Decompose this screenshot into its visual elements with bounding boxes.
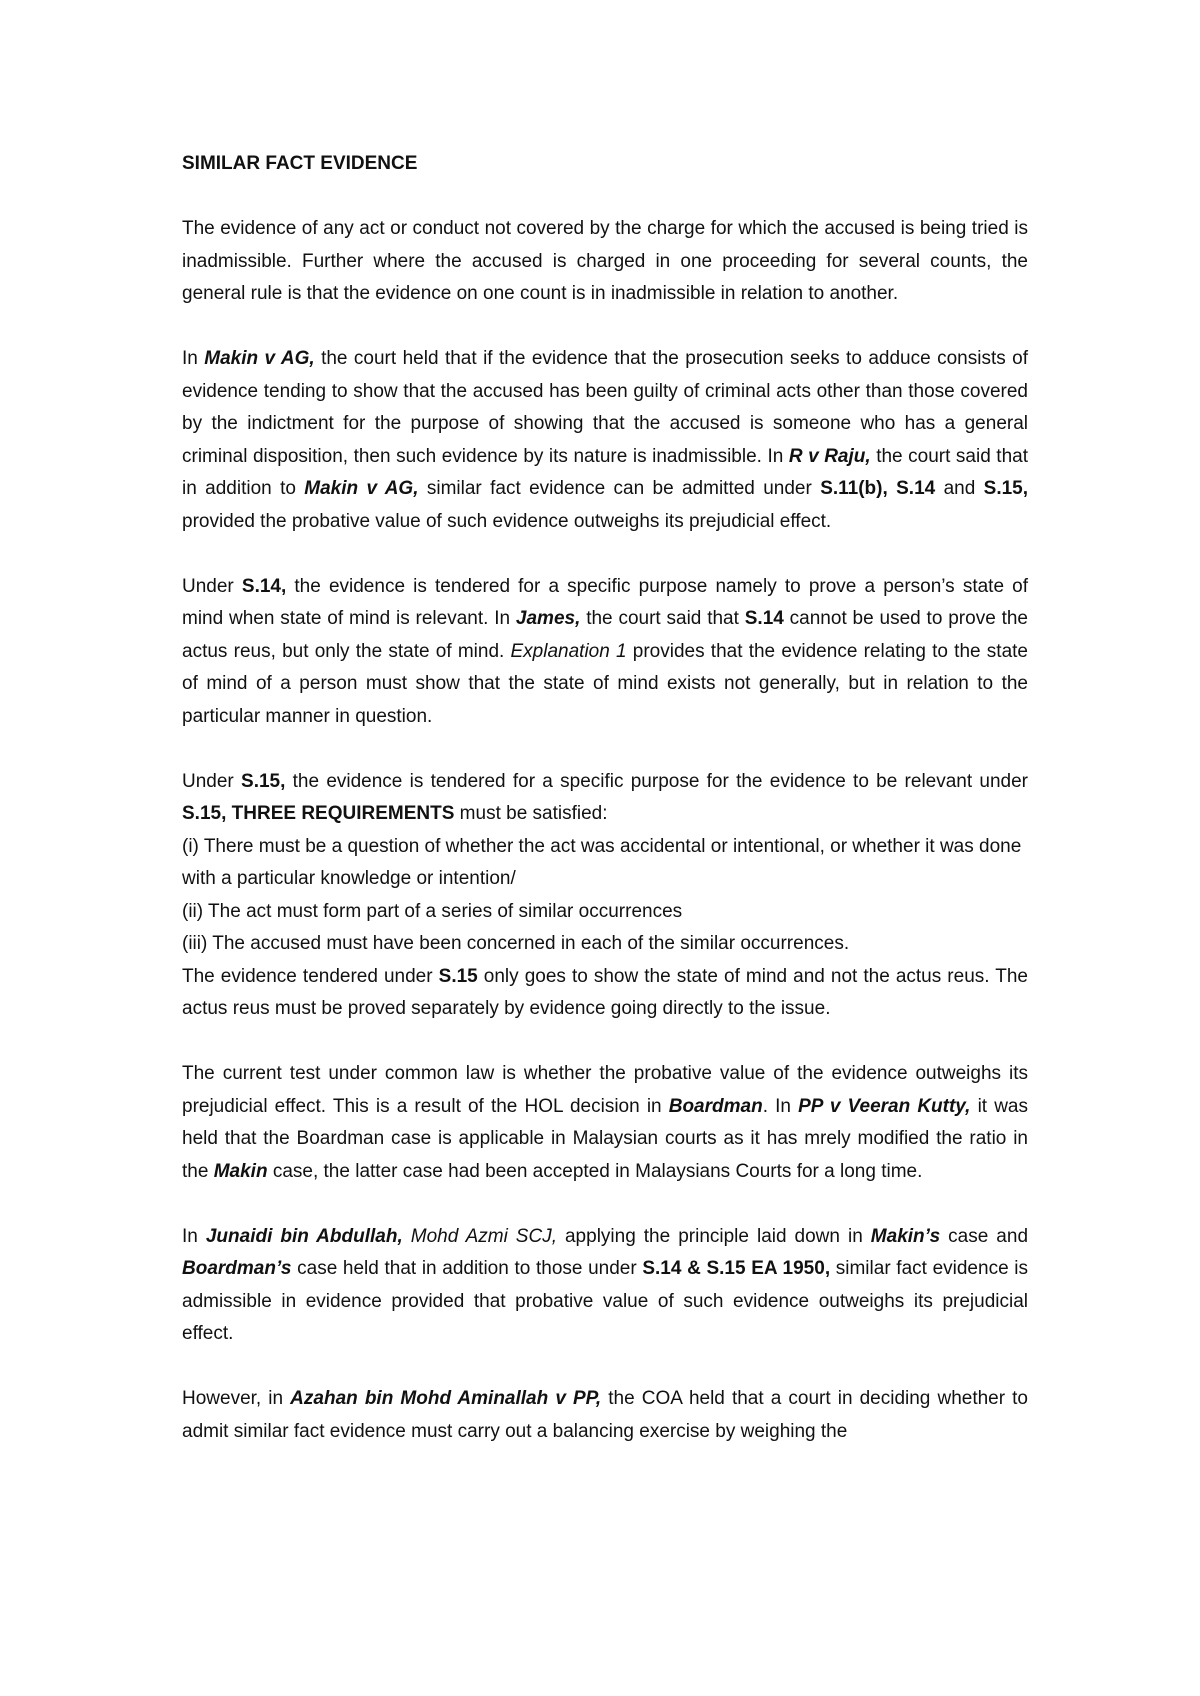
section-reference: S.11(b), S.14: [820, 478, 936, 499]
case-name-junaidi: Junaidi bin Abdullah,: [205, 1225, 403, 1247]
text-run: Under: [182, 575, 242, 597]
text-run: the evidence is tendered for a specific purpose for the evidence to be relevant under: [285, 770, 1028, 792]
text-run: In: [182, 348, 205, 369]
requirement-item: [182, 896, 1028, 929]
paragraph-text: The evidence of any act or conduct not covered by the charge for which the accused is being tried is inadmissible. Further where the accused is charged in one proceeding for several counts, the general rule is that the evidence on one count is in inadmissible in relation to another.: [182, 218, 1028, 304]
section-reference: S.15,: [241, 770, 286, 792]
document-title: SIMILAR FACT EVIDENCE: [182, 153, 418, 174]
text-run: Under: [182, 770, 242, 792]
paragraph-section-15-intro: [182, 766, 1028, 831]
text-run: the court said that: [580, 608, 745, 629]
text-run: applying the principle laid down in: [556, 1225, 871, 1247]
text-run: . In: [762, 1095, 799, 1117]
case-name-makin: Makin: [213, 1160, 268, 1182]
requirement-text: There must be a question of whether the act was accidental or intentional, or whether it was done with a particular knowledge or intention/: [182, 835, 1022, 889]
case-name-makin: Makin’s: [870, 1225, 941, 1247]
paragraph-azahan: [182, 1383, 1028, 1448]
paragraph-common-law-test: [182, 1058, 1028, 1188]
requirement-item: [182, 831, 1028, 896]
text-run: cannot be used to prove the actus reus, but only the state of mind.: [182, 608, 1029, 662]
text-run: it was held that the Boardman case is applicable in Malaysian courts as it has mrely modified the ratio in the: [182, 1095, 1028, 1182]
paragraph-makin: [182, 343, 1028, 538]
text-run: and: [935, 478, 984, 499]
case-name-james: James,: [515, 608, 581, 629]
section-reference: S.15: [438, 965, 478, 987]
requirement-text: The act must form part of a series of similar occurrences: [203, 900, 683, 922]
case-name-boardman: Boardman’s: [182, 1258, 292, 1279]
paragraph-section-15-conclusion: [182, 961, 1028, 1026]
paragraph-junaidi: [182, 1221, 1028, 1351]
text-run: In: [182, 1225, 206, 1247]
requirement-number: (i): [182, 835, 199, 857]
document-page: [182, 148, 1028, 1448]
requirement-number: (ii): [182, 900, 204, 922]
text-run: case held that in addition to those under: [291, 1258, 643, 1279]
text-run: provided the probative value of such evidence outweighs its prejudicial effect.: [182, 510, 832, 532]
text-run: case, the latter case had been accepted in Malaysians Courts for a long time.: [267, 1160, 923, 1182]
text-run: The current test under common law is whether the probative value of the evidence outweighs its prejudicial effect. This is a result of the HOL decision in: [182, 1063, 1028, 1117]
section-reference: S.14,: [241, 575, 287, 597]
case-name-makin: Makin v AG,: [204, 348, 315, 369]
text-run: the COA held that a court in deciding whether to admit similar fact evidence must carry out a balancing exercise by weighing the: [182, 1388, 1028, 1442]
text-run: only goes to show the state of mind and not the actus reus. The actus reus must be proved separately by evidence going directly to the issue.: [182, 965, 1029, 1019]
text-run: the court held that if the evidence that the prosecution seeks to adduce consists of evidence tending to show that the accused has been guilty of criminal acts other than those covered by the indictment for the purpose of showing that the accused is someone who has a general criminal disposition, then such evidence by its nature is inadmissible. In: [182, 348, 1029, 467]
section-reference: S.14: [744, 608, 784, 629]
requirement-item: [182, 928, 1028, 961]
text-run: similar fact evidence is admissible in evidence provided that probative value of such evidence outweighs its prejudicial effect.: [182, 1258, 1029, 1344]
case-name-raju: R v Raju,: [788, 445, 871, 467]
judge-name: Mohd Azmi SCJ,: [402, 1225, 557, 1247]
paragraph-section-14: [182, 571, 1028, 734]
section-reference: S.15,: [983, 478, 1029, 499]
section-reference: S.14 & S.15 EA 1950,: [642, 1258, 831, 1279]
requirement-number: (iii): [182, 933, 208, 954]
text-run: similar fact evidence can be admitted under: [418, 478, 821, 499]
section-15-block: [182, 766, 1028, 1026]
case-name-azahan: Azahan bin Mohd Aminallah v PP,: [290, 1388, 602, 1409]
case-name-boardman: Boardman: [668, 1095, 763, 1117]
text-run: the court said that in addition to: [182, 445, 1028, 499]
text-run: However, in: [182, 1388, 291, 1409]
text-run: must be satisfied:: [454, 803, 608, 824]
paragraph-general-rule: [182, 213, 1028, 311]
requirement-text: The accused must have been concerned in each of the similar occurrences.: [207, 933, 850, 954]
text-run: the evidence is tendered for a specific purpose namely to prove a person’s state of mind when state of mind is relevant. In: [182, 575, 1028, 629]
case-name-makin: Makin v AG,: [304, 478, 419, 499]
explanation-reference: Explanation 1: [510, 640, 627, 662]
text-run: case and: [940, 1225, 1029, 1247]
text-run: The evidence tendered under: [182, 965, 439, 987]
section-reference: S.15, THREE REQUIREMENTS: [182, 803, 455, 824]
text-run: provides that the evidence relating to the state of mind of a person must show that the state of mind exists not generally, but in relation to the particular manner in question.: [182, 640, 1028, 727]
case-name-veeran-kutty: PP v Veeran Kutty,: [798, 1095, 971, 1117]
